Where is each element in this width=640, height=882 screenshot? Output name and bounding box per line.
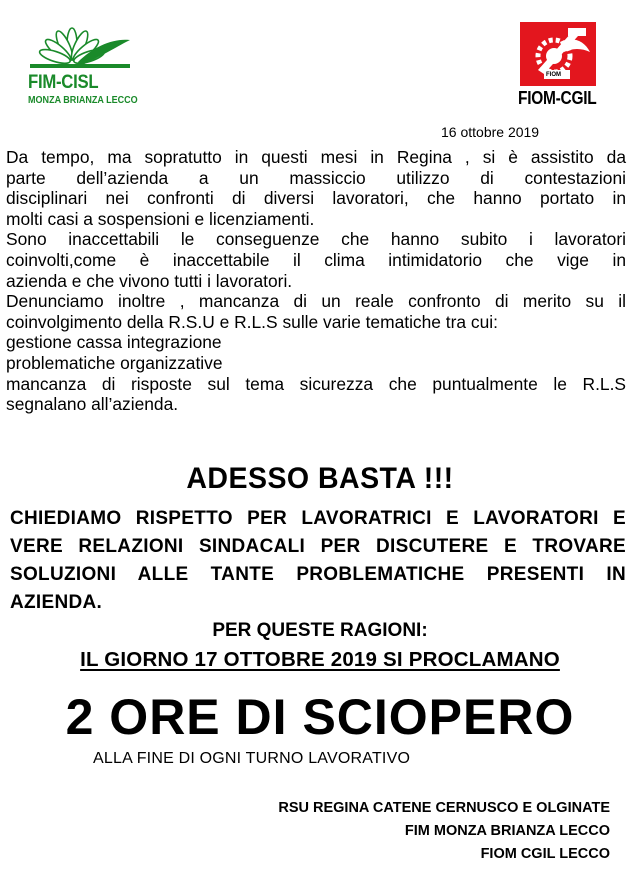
fim-cisl-name: FIM-CISL <box>28 72 99 93</box>
body-line: Sono inaccettabili le conseguenze che hanno subito i lavoratori <box>6 229 626 250</box>
body-line: azienda e che vivono tutti i lavoratori. <box>6 270 293 291</box>
body-line: parte dell’azienda a un massiccio utilizzo di contestazioni <box>6 167 626 188</box>
body-line: Denunciamo inoltre , mancanza di un reale confronto di merito su il <box>6 291 626 312</box>
body-line: mancanza di risposte sul tema sicurezza che puntualmente le R.L.S <box>6 373 626 394</box>
document-date: 16 ottobre 2019 <box>441 124 540 140</box>
fim-cisl-subtitle: MONZA BRIANZA LECCO <box>28 94 138 106</box>
demand-statement: CHIEDIAMO RISPETTO PER LAVORATRICI E LAVORATORI E VERE RELAZIONI SINDACALI PER DISCUTERE E TROVARE SOLUZIONI ALLE TANTE PROBLEMATICHE PRESENTI IN AZIENDA. <box>10 508 626 613</box>
signature-fiom: FIOM CGIL LECCO <box>480 846 610 862</box>
shift-note: ALLA FINE DI OGNI TURNO LAVORATIVO <box>93 750 411 767</box>
body-line: disciplinari nei confronti di diversi lavoratori, che hanno portato in <box>6 188 626 209</box>
fim-cisl-logo <box>22 22 138 112</box>
body-line: problematiche organizzative <box>6 352 223 373</box>
fiom-cgil-logo <box>518 22 620 114</box>
signature-fim: FIM MONZA BRIANZA LECCO <box>404 823 610 839</box>
body-paragraph <box>6 147 626 415</box>
proclamation-line <box>0 648 640 672</box>
fiom-cgil-name: FIOM-CGIL <box>518 88 597 108</box>
body-line: segnalano all’azienda. <box>6 394 179 415</box>
signature-rsu: RSU REGINA CATENE CERNUSCO E OLGINATE <box>278 800 610 816</box>
reasons-label: PER QUESTE RAGIONI: <box>212 620 428 641</box>
body-line: gestione cassa integrazione <box>6 332 222 353</box>
body-line: molti casi a sospensioni e licenziamenti. <box>6 208 315 229</box>
headline-adesso-basta: ADESSO BASTA !!! <box>186 462 454 495</box>
strike-title: 2 ORE DI SCIOPERO <box>65 689 575 745</box>
fiom-inner-label: FIOM <box>546 72 561 78</box>
body-line: coinvolti,come è inaccettabile il clima intimidatorio che vige in <box>6 249 626 270</box>
body-line: Da tempo, ma sopratutto in questi mesi in Regina , si è assistito da <box>6 147 626 167</box>
body-line: coinvolgimento della R.S.U e R.L.S sulle varie tematiche tra cui: <box>6 311 498 332</box>
daisy-icon <box>22 22 134 74</box>
proclamation-text: IL GIORNO 17 OTTOBRE 2019 SI PROCLAMANO <box>80 648 560 671</box>
